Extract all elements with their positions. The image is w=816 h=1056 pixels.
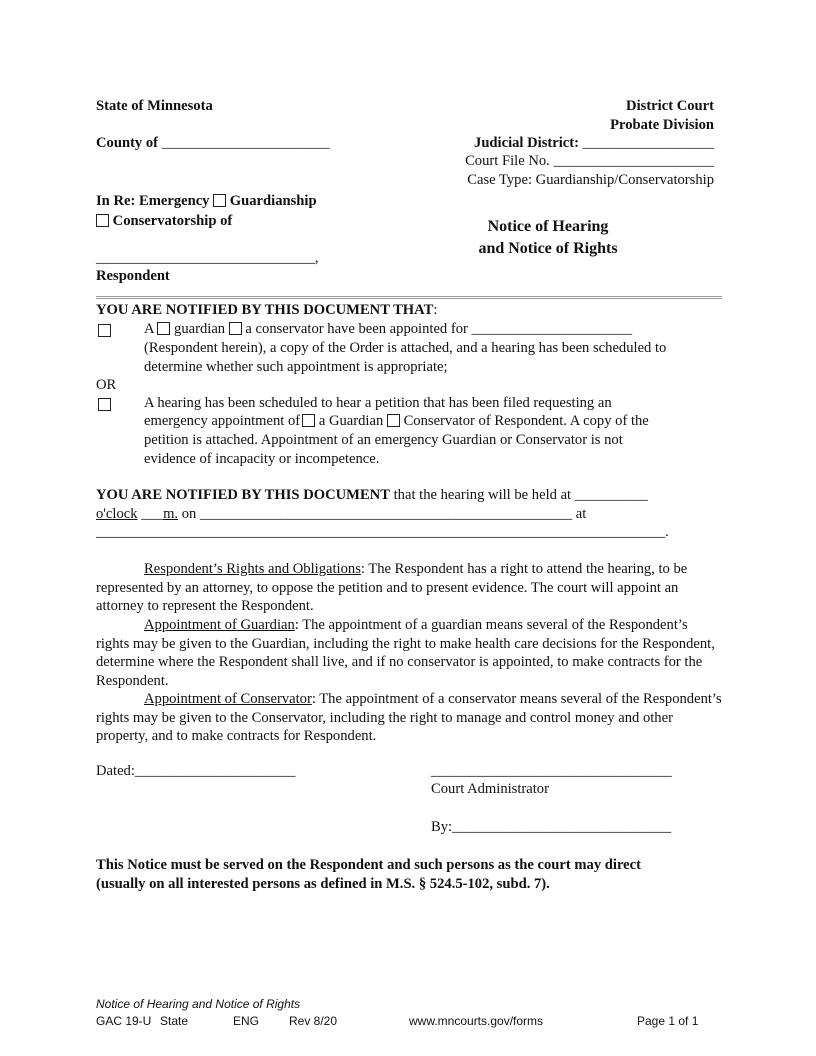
option-appointed-checkbox[interactable] <box>98 324 111 337</box>
court-file-blank[interactable]: ______________________ <box>553 153 714 169</box>
court-administrator-label: Court Administrator <box>431 781 549 797</box>
service-line1: This Notice must be served on the Respondent and such persons as the court may direct <box>96 857 641 873</box>
respondent-name-blank[interactable]: ______________________________, <box>96 250 319 266</box>
respondent-label: Respondent <box>96 268 170 284</box>
hearing-heading: YOU ARE NOTIFIED BY THIS DOCUMENT <box>96 487 390 503</box>
rights-paragraph <box>96 560 722 616</box>
guardian-label: guardian <box>174 321 226 337</box>
rights-text: : The Respondent has a right to attend the hearing, to be represented by an attorney, to oppose the petition and to present evidence. The court will appoint an attorney to represent the Respondent. <box>96 561 688 615</box>
section-divider-2 <box>96 298 722 299</box>
judicial-district-label: Judicial District: <box>474 135 579 151</box>
conservator-appointed-checkbox[interactable] <box>229 322 242 335</box>
m-label: m. <box>163 506 179 522</box>
conservatorship-label: Conservatorship of <box>112 213 233 229</box>
hearing-line1 <box>96 487 648 504</box>
rights-title: Respondent’s Rights and Obligations <box>144 561 361 577</box>
option2-guardian-label: a Guardian <box>318 413 384 429</box>
judicial-district-field[interactable] <box>474 135 714 152</box>
guardian-appointed-checkbox[interactable] <box>157 322 170 335</box>
footer-form-number: GAC 19-U <box>96 1014 152 1028</box>
county-label: County of <box>96 135 159 151</box>
option2-line4: evidence of incapacity or incompetence. <box>144 451 380 467</box>
conservatorship-line <box>96 213 232 230</box>
hearing-date-blank[interactable]: ___________________________________________________ <box>199 506 573 522</box>
option2-line1: A hearing has been scheduled to hear a petition that has been filed requesting an <box>144 395 612 411</box>
guardian-paragraph <box>96 616 722 691</box>
option2-line2-c: Conservator of Respondent. A copy of the <box>403 413 649 429</box>
hearing-location-blank[interactable]: ______________________________________________________________________________. <box>96 524 669 540</box>
county-blank[interactable]: _______________________ <box>161 135 330 151</box>
conservator-appointed-label: a conservator have been appointed for <box>245 321 468 337</box>
division-name: Probate Division <box>610 117 714 133</box>
notice-heading-text: YOU ARE NOTIFIED BY THIS DOCUMENT THAT <box>96 302 434 318</box>
hearing-text: that the hearing will be held at <box>393 487 572 503</box>
emergency-guardianship-checkbox[interactable] <box>213 194 226 207</box>
or-label: OR <box>96 377 117 393</box>
dated-field[interactable] <box>96 763 295 780</box>
option1-a: A <box>144 321 154 337</box>
state-label: State of Minnesota <box>96 98 213 114</box>
am-pm-blank[interactable]: ___ <box>141 506 164 522</box>
court-file-field[interactable] <box>465 153 714 170</box>
option2-line3: petition is attached. Appointment of an emergency Guardian or Conservator is not <box>144 432 623 448</box>
guardianship-label: Guardianship <box>229 193 317 209</box>
document-title-line2: and Notice of Rights <box>478 240 618 257</box>
county-field[interactable] <box>96 135 330 152</box>
option2-line2 <box>144 413 649 430</box>
emergency-guardian-checkbox[interactable] <box>302 414 315 427</box>
at-label: at <box>575 506 587 522</box>
option1-line1 <box>144 321 632 338</box>
footer-state: State <box>160 1014 189 1028</box>
appointed-for-blank[interactable]: ______________________ <box>471 321 633 337</box>
oclock-label: o'clock <box>96 506 138 522</box>
option-petition-checkbox[interactable] <box>98 398 111 411</box>
on-label: on <box>181 506 197 522</box>
in-re-line <box>96 193 317 210</box>
notice-heading-colon: : <box>433 302 438 318</box>
guardian-title: Appointment of Guardian <box>144 617 295 633</box>
footer-url[interactable]: www.mncourts.gov/forms <box>409 1014 544 1028</box>
hearing-line2 <box>96 506 586 523</box>
hearing-time-blank[interactable]: __________ <box>574 487 648 503</box>
in-re-label: In Re: Emergency <box>96 193 210 209</box>
option1-line3: determine whether such appointment is appropriate; <box>144 359 448 375</box>
conservatorship-checkbox[interactable] <box>96 214 109 227</box>
guardian-text: : The appointment of a guardian means several of the Respondent’s rights may be given to the Guardian, including the right to make health care decisions for the Respondent, determine where the Respondent shall live, and if no conservator is appointed, to make contracts for the Respondent. <box>96 617 715 690</box>
conservator-title: Appointment of Conservator <box>144 691 312 707</box>
notice-heading <box>96 302 437 319</box>
footer-revision: Rev 8/20 <box>289 1014 338 1028</box>
service-line2: (usually on all interested persons as defined in M.S. § 524.5-102, subd. 7). <box>96 876 550 892</box>
document-title-line1: Notice of Hearing <box>487 218 609 235</box>
option2-line2-a: emergency appointment of <box>144 413 301 429</box>
footer-title: Notice of Hearing and Notice of Rights <box>96 997 301 1011</box>
court-file-label: Court File No. <box>465 153 550 169</box>
conservator-paragraph <box>96 690 722 746</box>
section-divider <box>96 296 722 297</box>
by-label: By: <box>431 819 453 835</box>
footer-language: ENG <box>233 1014 260 1028</box>
option1-line2: (Respondent herein), a copy of the Order is attached, and a hearing has been scheduled to <box>144 340 667 356</box>
emergency-conservator-checkbox[interactable] <box>387 414 400 427</box>
footer-page-number: Page 1 of 1 <box>637 1014 699 1028</box>
admin-signature-blank[interactable]: _________________________________ <box>431 763 672 779</box>
conservator-text: : The appointment of a conservator means several of the Respondent’s rights may be given to the Conservator, including the right to manage and control money and other property, and to make contracts for Respondent. <box>96 691 722 745</box>
dated-blank[interactable]: ______________________ <box>134 763 296 779</box>
judicial-district-blank[interactable]: __________________ <box>582 135 714 151</box>
court-name: District Court <box>626 98 714 114</box>
dated-label: Dated: <box>96 763 135 779</box>
by-blank[interactable]: ______________________________ <box>452 819 671 835</box>
by-field[interactable] <box>431 819 671 836</box>
case-type: Case Type: Guardianship/Conservatorship <box>467 172 714 188</box>
